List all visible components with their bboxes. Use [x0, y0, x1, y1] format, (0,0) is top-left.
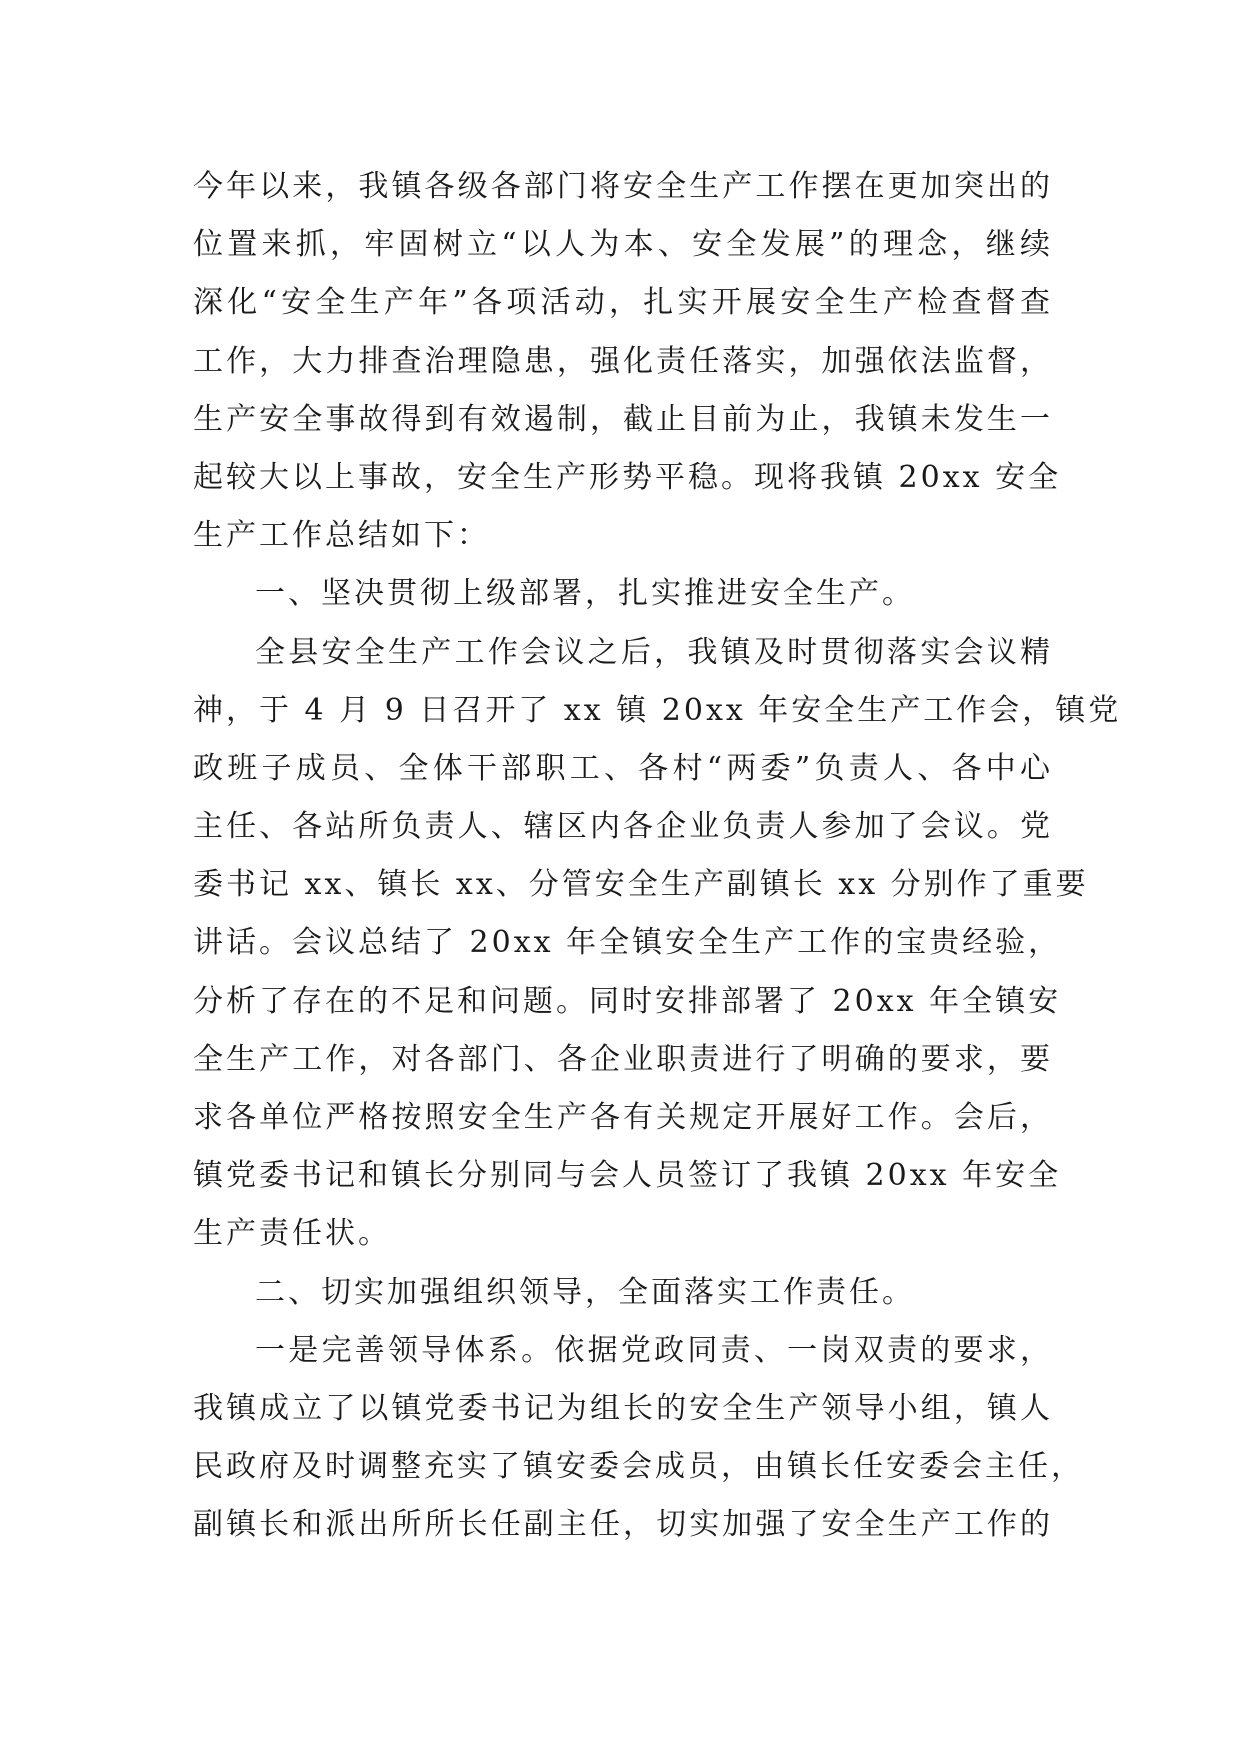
text-line: 生产责任状。: [193, 1216, 391, 1252]
text-line: 副镇长和派出所所长任副主任，切实加强了安全生产工作的: [193, 1507, 1053, 1543]
text-line: 讲话。会议总结了 20xx 年全镇安全生产工作的宝贵经验，: [193, 925, 1062, 961]
text-line: 全生产工作，对各部门、各企业职责进行了明确的要求，要: [193, 1041, 1053, 1077]
text-line: 全县安全生产工作会议之后，我镇及时贯彻落实会议精: [255, 634, 1053, 670]
text-line: 镇党委书记和镇长分别同与会人员签订了我镇 20xx 年安全: [193, 1158, 1062, 1194]
text-line: 深化“安全生产年”各项活动，扎实开展安全生产检查督查: [193, 285, 1053, 321]
text-line: 一、坚决贯彻上级部署，扎实推进安全生产。: [255, 576, 915, 612]
text-line: 一是完善领导体系。依据党政同责、一岗双责的要求，: [255, 1332, 1053, 1368]
text-line: 今年以来，我镇各级各部门将安全生产工作摆在更加突出的: [193, 169, 1053, 204]
text-line: 民政府及时调整充实了镇安委会成员，由镇长任安委会主任，: [193, 1449, 1084, 1485]
text-line: 起较大以上事故，安全生产形势平稳。现将我镇 20xx 安全: [193, 459, 1062, 495]
text-line: 分析了存在的不足和问题。同时安排部署了 20xx 年全镇安: [193, 983, 1062, 1019]
text-line: 求各单位严格按照安全生产各有关规定开展好工作。会后，: [193, 1100, 1053, 1135]
document-body: [193, 158, 1122, 1555]
text-line: 生产工作总结如下：: [193, 518, 490, 554]
text-line: 二、切实加强组织领导，全面落实工作责任。: [255, 1274, 915, 1310]
text-line: 委书记 xx、镇长 xx、分管安全生产副镇长 xx 分别作了重要: [193, 867, 1089, 903]
text-line: 政班子成员、全体干部职工、各村“两委”负责人、各中心: [193, 750, 1053, 786]
text-line: 主任、各站所负责人、辖区内各企业负责人参加了会议。党: [193, 809, 1053, 845]
text-line: 位置来抓，牢固树立“以人为本、安全发展”的理念，继续: [193, 227, 1053, 263]
text-line: 生产安全事故得到有效遏制，截止目前为止，我镇未发生一: [193, 401, 1053, 437]
text-line: 神，于 4 月 9 日召开了 xx 镇 20xx 年安全生产工作会，镇党: [193, 692, 1122, 728]
text-line: 工作，大力排查治理隐患，强化责任落实，加强依法监督，: [193, 343, 1053, 379]
text-line: 我镇成立了以镇党委书记为组长的安全生产领导小组，镇人: [193, 1390, 1053, 1426]
